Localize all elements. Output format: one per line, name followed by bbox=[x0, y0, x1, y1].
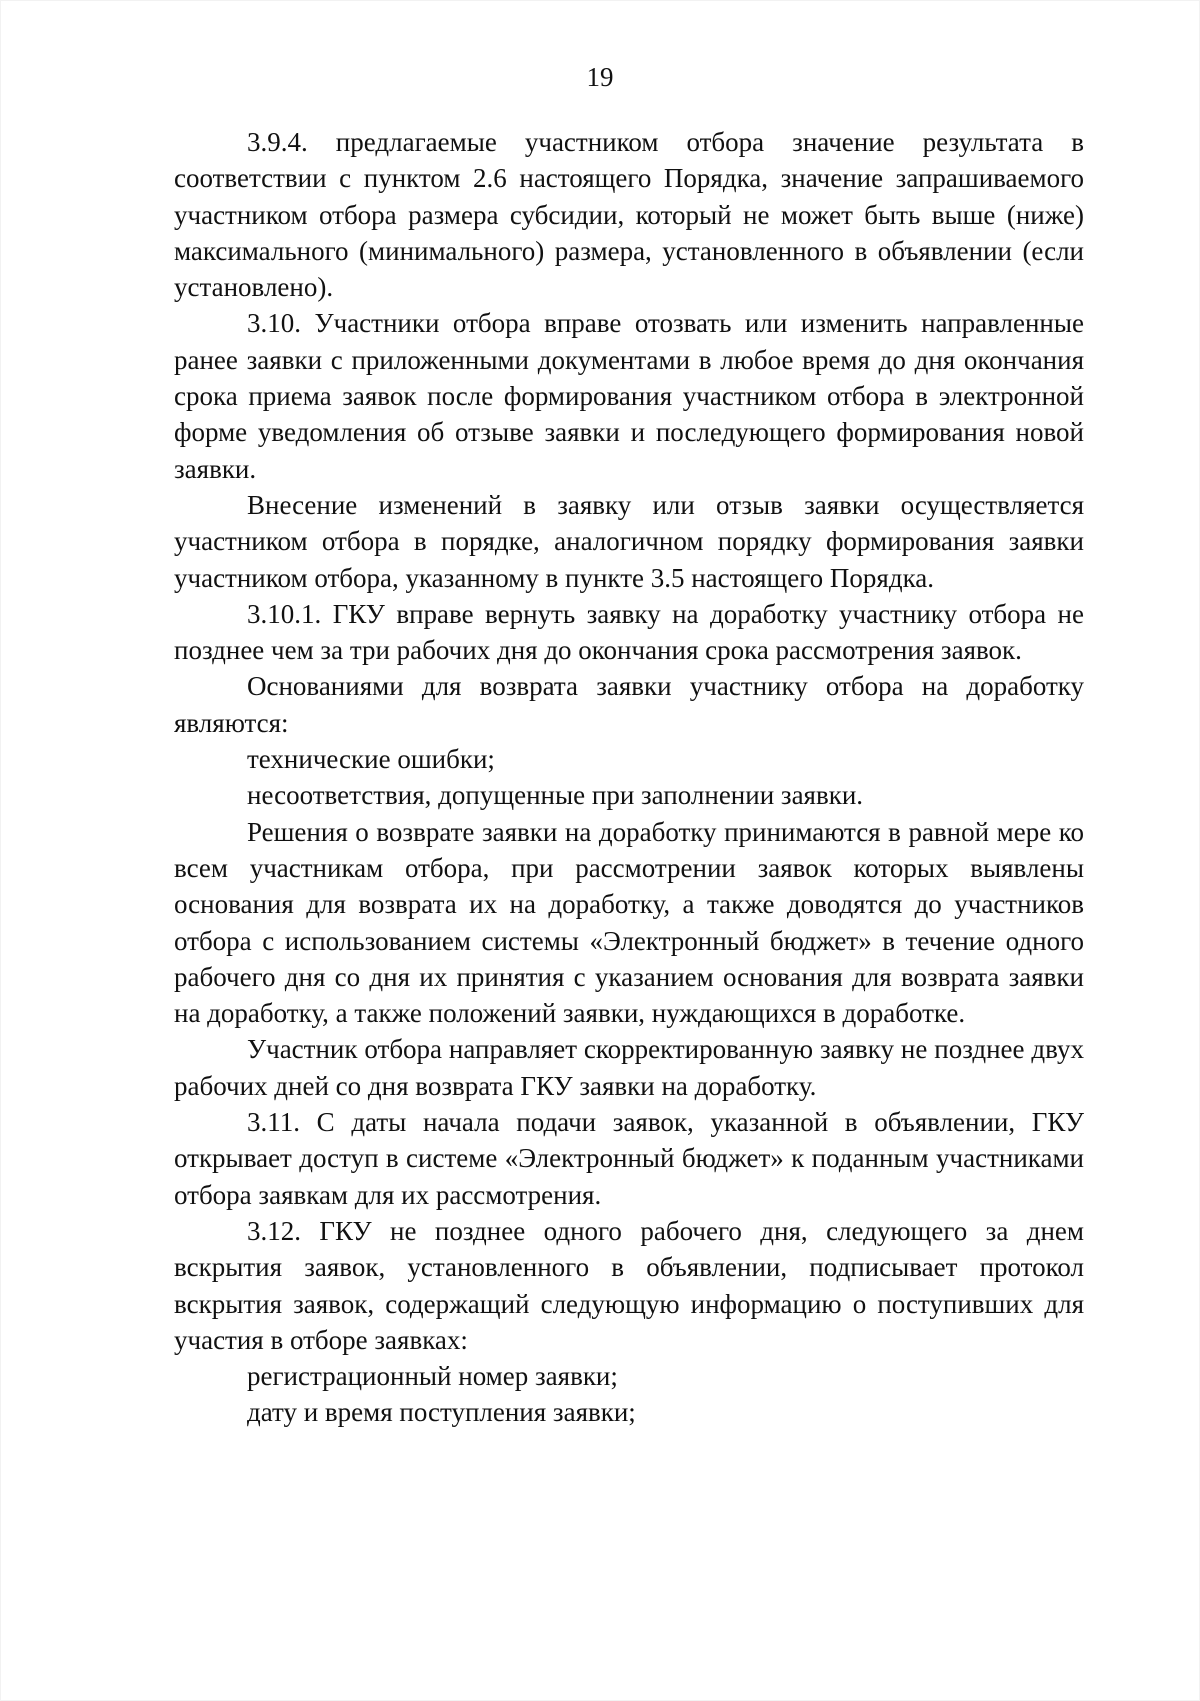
page-number: 19 bbox=[586, 62, 614, 92]
paragraph-3-10-1: 3.10.1. ГКУ вправе вернуть заявку на доработку участнику отбора не позднее чем за три рабочих дня до окончания срока рассмотрения заявок. bbox=[174, 598, 1084, 666]
paragraph-3-11: 3.11. С даты начала подачи заявок, указанной в объявлении, ГКУ открывает доступ в системе «Электронный бюджет» к поданным участниками отбора заявкам для их рассмотрения. bbox=[174, 1107, 1084, 1210]
paragraph-changes-procedure: Внесение изменений в заявку или отзыв заявки осуществляется участником отбора в порядке, аналогичном порядку формирования заявки участником отбора, указанному в пункте 3.5 настоящего Порядка. bbox=[174, 489, 1084, 593]
paragraph-resubmission: Участник отбора направляет скорректированную заявку не позднее двух рабочих дней со дня возврата ГКУ заявки на доработку. bbox=[174, 1034, 1084, 1101]
paragraph-3-9-4: 3.9.4. предлагаемые участником отбора значение результата в соответствии с пунктом 2.6 настоящего Порядка, значение запрашиваемого участником отбора размера субсидии, который не может быть выше (ниже) максимального (минимального) размера, установленного в объявлении (если установлено). bbox=[174, 127, 1084, 303]
paragraph-return-decisions: Решения о возврате заявки на доработку принимаются в равной мере ко всем участникам отбора, при рассмотрении заявок которых выявлены основания для возврата их на доработку, а также доводятся до участников отбора с использованием системы «Электронный бюджет» в течение одного рабочего дня со дня их принятия с указанием основания для возврата заявки на доработку, а также положений заявки, нуждающихся в доработке. bbox=[174, 816, 1084, 1029]
list-item-technical-errors: технические ошибки; bbox=[247, 744, 495, 775]
list-item-receipt-datetime: дату и время поступления заявки; bbox=[247, 1397, 636, 1428]
paragraph-3-10: 3.10. Участники отбора вправе отозвать или изменить направленные ранее заявки с приложенными документами в любое время до дня окончания срока приема заявок после формирования участником отбора в электронной форме уведомления об отзыве заявки и последующего формирования новой заявки. bbox=[174, 308, 1084, 484]
paragraph-3-12: 3.12. ГКУ не позднее одного рабочего дня, следующего за днем вскрытия заявок, установленного в объявлении, подписывает протокол вскрытия заявок, содержащий следующую информацию о поступивших для участия в отборе заявках: bbox=[174, 1215, 1084, 1355]
document-body bbox=[174, 124, 1084, 1431]
list-item-inconsistencies: несоответствия, допущенные при заполнении заявки. bbox=[247, 780, 864, 811]
paragraph-return-grounds: Основаниями для возврата заявки участнику отбора на доработку являются: bbox=[174, 671, 1084, 738]
list-item-registration-number: регистрационный номер заявки; bbox=[247, 1361, 618, 1392]
